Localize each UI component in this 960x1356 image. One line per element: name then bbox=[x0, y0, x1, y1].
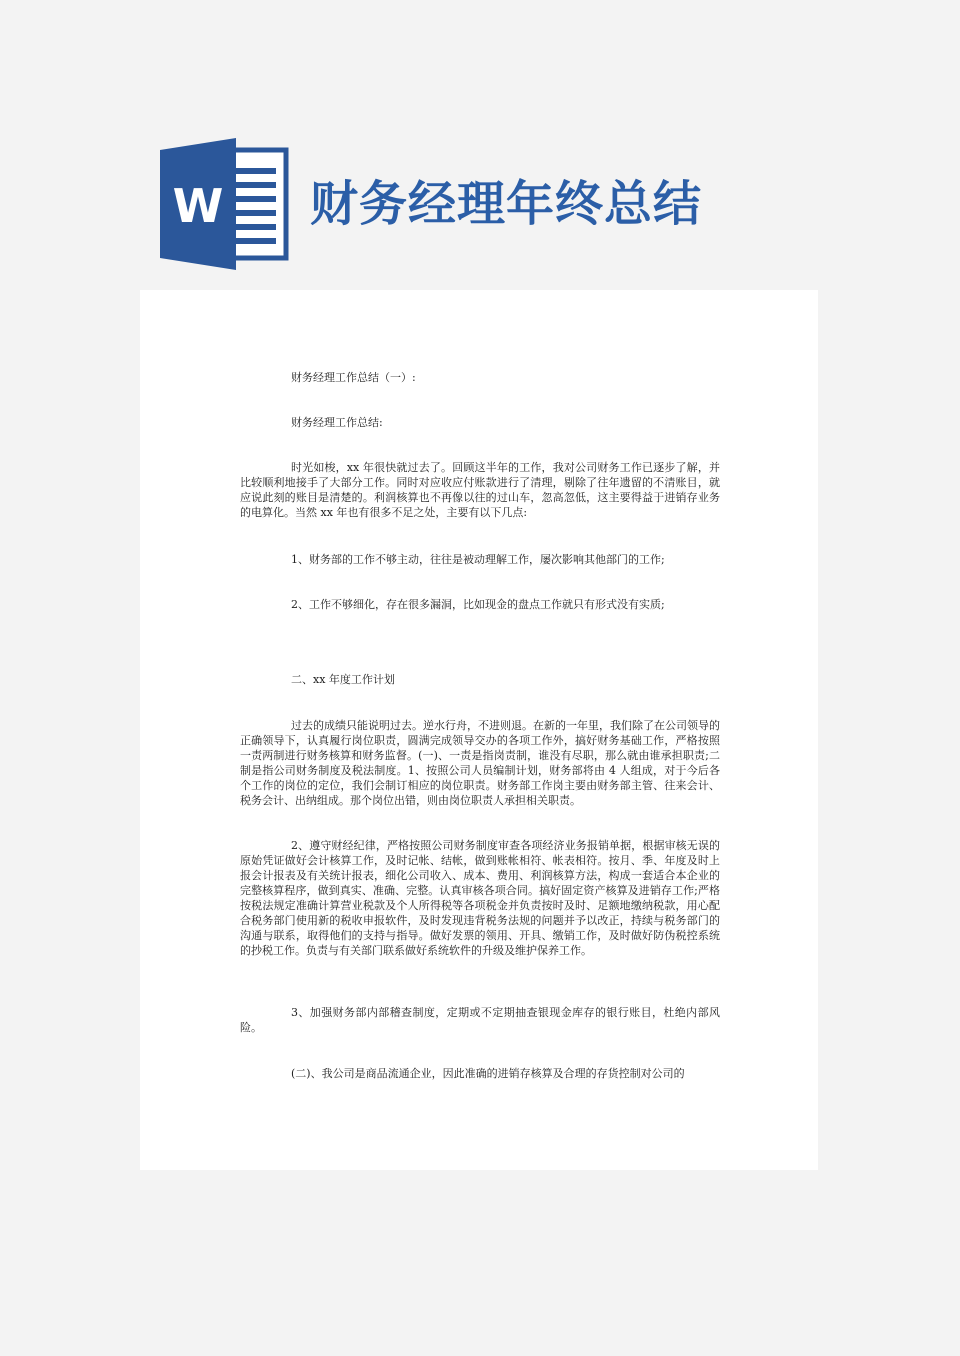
document-header bbox=[160, 138, 800, 270]
heading-summary: 财务经理工作总结: bbox=[291, 416, 383, 429]
document-page bbox=[140, 290, 818, 1170]
section-heading-plan: 二、xx 年度工作计划 bbox=[291, 673, 395, 686]
list-item-1: 1、财务部的工作不够主动，往往是被动理解工作，屡次影响其他部门的工作; bbox=[291, 553, 665, 566]
document-title: 财务经理年终总结 bbox=[310, 176, 703, 232]
paragraph-audit: 3、加强财务部内部稽查制度，定期或不定期抽查银现金库存的银行账目，杜绝内部风险。 bbox=[240, 1006, 720, 1034]
heading-summary-1: 财务经理工作总结（一）: bbox=[291, 371, 416, 384]
list-item-2: 2、工作不够细化，存在很多漏洞，比如现金的盘点工作就只有形式没有实质; bbox=[291, 598, 665, 611]
logo-letter: W bbox=[172, 179, 224, 233]
paragraph-intro: 时光如梭，xx 年很快就过去了。回顾这半年的工作，我对公司财务工作已逐步了解，并比较顺利地接手了大部分工作。同时对应收应付账款进行了清理，剔除了往年遗留的不清账目，就应说此刻的账目是清楚的。利润核算也不再像以往的过山车，忽高忽低，这主要得益于进销存业务的电算化。当然 xx 年也有很多不足之处，主要有以下几点: bbox=[240, 461, 720, 519]
paragraph-inventory: (二)、我公司是商品流通企业，因此准确的进销存核算及合理的存货控制对公司的 bbox=[291, 1067, 685, 1080]
paragraph-plan: 过去的成绩只能说明过去。逆水行舟，不进则退。在新的一年里，我们除了在公司领导的正确领导下，认真履行岗位职责，圆满完成领导交办的各项工作外，搞好财务基础工作，严格按照一责两制进行财务核算和财务监督。(一)、一责是指岗责制，谁没有尽职，那么就由谁承担职责;二制是指公司财务制度及税法制度。1、按照公司人员编制计划，财务部将由 4 人组成，对于今后各个工作的岗位的定位，我们会制订相应的岗位职责。财务部工作岗主要由财务部主管、往来会计、税务会计、出纳组成。那个岗位出错，则由岗位职责人承担相关职责。 bbox=[240, 719, 720, 807]
paragraph-discipline: 2、遵守财经纪律，严格按照公司财务制度审查各项经济业务报销单据，根据审核无误的原始凭证做好会计核算工作，及时记帐、结帐，做到账帐相符、帐表相符。按月、季、年度及时上报会计报表及有关统计报表，细化公司收入、成本、费用、利润核算方法，构成一套适合本企业的完整核算程序，做到真实、准确、完整。认真审核各项合同。搞好固定资产核算及进销存工作;严格按税法规定准确计算营业税款及个人所得税等各项税金并负责按时及时、足额地缴纳税款，用心配合税务部门使用新的税收申报软件，及时发现违背税务法规的问题并予以改正，持续与税务部门的沟通与联系，取得他们的支持与指导。做好发票的领用、开具、缴销工作，及时做好防伪税控系统的抄税工作。负责与有关部门联系做好系统软件的升级及维护保养工作。 bbox=[240, 839, 720, 957]
word-logo-icon bbox=[160, 138, 290, 270]
